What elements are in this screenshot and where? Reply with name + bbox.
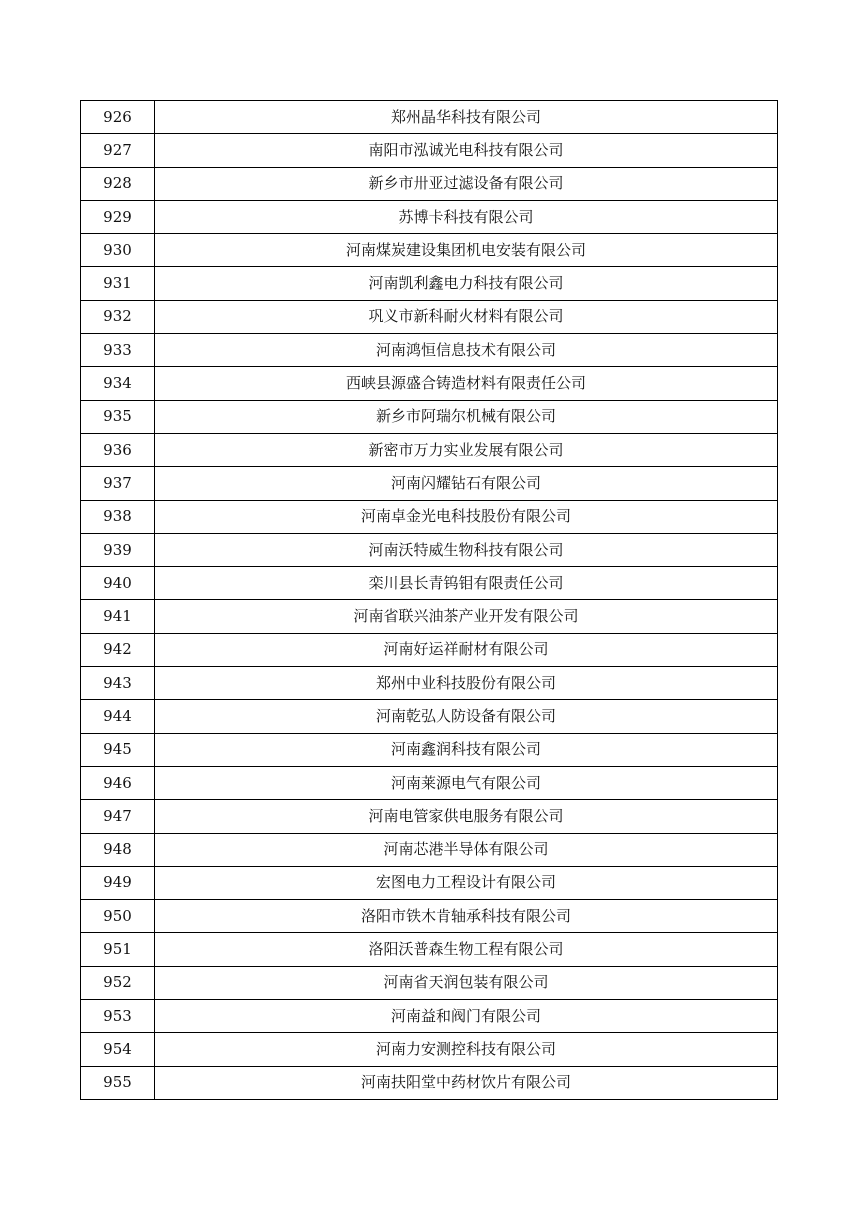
row-number-cell: 939 <box>81 533 155 566</box>
row-number-cell: 928 <box>81 167 155 200</box>
table-row <box>81 267 778 300</box>
row-number-cell: 955 <box>81 1066 155 1099</box>
table-row <box>81 833 778 866</box>
table-row <box>81 533 778 566</box>
company-name-cell: 苏博卡科技有限公司 <box>155 200 778 233</box>
row-number-cell: 933 <box>81 334 155 367</box>
row-number-cell: 927 <box>81 134 155 167</box>
table-row <box>81 633 778 666</box>
row-number-cell: 948 <box>81 833 155 866</box>
table-row <box>81 733 778 766</box>
company-name-cell: 河南鸿恒信息技术有限公司 <box>155 334 778 367</box>
company-name-cell: 河南省天润包装有限公司 <box>155 966 778 999</box>
company-name-cell: 河南煤炭建设集团机电安装有限公司 <box>155 234 778 267</box>
table-row <box>81 900 778 933</box>
company-name-cell: 南阳市泓诚光电科技有限公司 <box>155 134 778 167</box>
company-name-cell: 郑州中业科技股份有限公司 <box>155 667 778 700</box>
row-number-cell: 945 <box>81 733 155 766</box>
table-row <box>81 200 778 233</box>
row-number-cell: 941 <box>81 600 155 633</box>
row-number-cell: 935 <box>81 400 155 433</box>
table-row <box>81 234 778 267</box>
table-row <box>81 933 778 966</box>
table-row <box>81 500 778 533</box>
company-name-cell: 栾川县长青钨钼有限责任公司 <box>155 567 778 600</box>
table-row <box>81 167 778 200</box>
company-name-cell: 洛阳市铁木肯轴承科技有限公司 <box>155 900 778 933</box>
row-number-cell: 929 <box>81 200 155 233</box>
company-name-cell: 新乡市卅亚过滤设备有限公司 <box>155 167 778 200</box>
company-name-cell: 河南芯港半导体有限公司 <box>155 833 778 866</box>
table-row <box>81 567 778 600</box>
row-number-cell: 942 <box>81 633 155 666</box>
row-number-cell: 932 <box>81 300 155 333</box>
row-number-cell: 954 <box>81 1033 155 1066</box>
company-name-cell: 河南沃特威生物科技有限公司 <box>155 533 778 566</box>
table-row <box>81 800 778 833</box>
table-row <box>81 966 778 999</box>
company-name-cell: 河南莱源电气有限公司 <box>155 766 778 799</box>
table-row <box>81 667 778 700</box>
company-name-cell: 河南鑫润科技有限公司 <box>155 733 778 766</box>
company-name-cell: 洛阳沃普森生物工程有限公司 <box>155 933 778 966</box>
table-row <box>81 101 778 134</box>
row-number-cell: 937 <box>81 467 155 500</box>
row-number-cell: 944 <box>81 700 155 733</box>
table-row <box>81 400 778 433</box>
table-row <box>81 700 778 733</box>
table-row <box>81 600 778 633</box>
table-row <box>81 134 778 167</box>
row-number-cell: 926 <box>81 101 155 134</box>
table-row <box>81 433 778 466</box>
row-number-cell: 938 <box>81 500 155 533</box>
row-number-cell: 950 <box>81 900 155 933</box>
row-number-cell: 946 <box>81 766 155 799</box>
company-name-cell: 巩义市新科耐火材料有限公司 <box>155 300 778 333</box>
table-row <box>81 367 778 400</box>
table-row <box>81 1066 778 1099</box>
table-row <box>81 1033 778 1066</box>
row-number-cell: 951 <box>81 933 155 966</box>
table-row <box>81 1000 778 1033</box>
row-number-cell: 930 <box>81 234 155 267</box>
table-row <box>81 766 778 799</box>
company-name-cell: 河南卓金光电科技股份有限公司 <box>155 500 778 533</box>
company-name-cell: 河南扶阳堂中药材饮片有限公司 <box>155 1066 778 1099</box>
row-number-cell: 936 <box>81 433 155 466</box>
company-name-cell: 河南好运祥耐材有限公司 <box>155 633 778 666</box>
row-number-cell: 931 <box>81 267 155 300</box>
row-number-cell: 947 <box>81 800 155 833</box>
company-name-cell: 河南乾弘人防设备有限公司 <box>155 700 778 733</box>
table-body <box>81 101 778 1100</box>
company-name-cell: 河南凯利鑫电力科技有限公司 <box>155 267 778 300</box>
row-number-cell: 952 <box>81 966 155 999</box>
table-row <box>81 300 778 333</box>
company-name-cell: 河南省联兴油茶产业开发有限公司 <box>155 600 778 633</box>
company-list-table <box>80 100 778 1100</box>
company-name-cell: 新乡市阿瑞尔机械有限公司 <box>155 400 778 433</box>
row-number-cell: 949 <box>81 866 155 899</box>
company-name-cell: 郑州晶华科技有限公司 <box>155 101 778 134</box>
company-name-cell: 新密市万力实业发展有限公司 <box>155 433 778 466</box>
company-name-cell: 河南闪耀钻石有限公司 <box>155 467 778 500</box>
company-name-cell: 西峡县源盛合铸造材料有限责任公司 <box>155 367 778 400</box>
table-row <box>81 866 778 899</box>
row-number-cell: 934 <box>81 367 155 400</box>
company-name-cell: 宏图电力工程设计有限公司 <box>155 866 778 899</box>
company-name-cell: 河南益和阀门有限公司 <box>155 1000 778 1033</box>
row-number-cell: 953 <box>81 1000 155 1033</box>
table-row <box>81 334 778 367</box>
row-number-cell: 940 <box>81 567 155 600</box>
row-number-cell: 943 <box>81 667 155 700</box>
company-name-cell: 河南电管家供电服务有限公司 <box>155 800 778 833</box>
table-row <box>81 467 778 500</box>
company-name-cell: 河南力安测控科技有限公司 <box>155 1033 778 1066</box>
